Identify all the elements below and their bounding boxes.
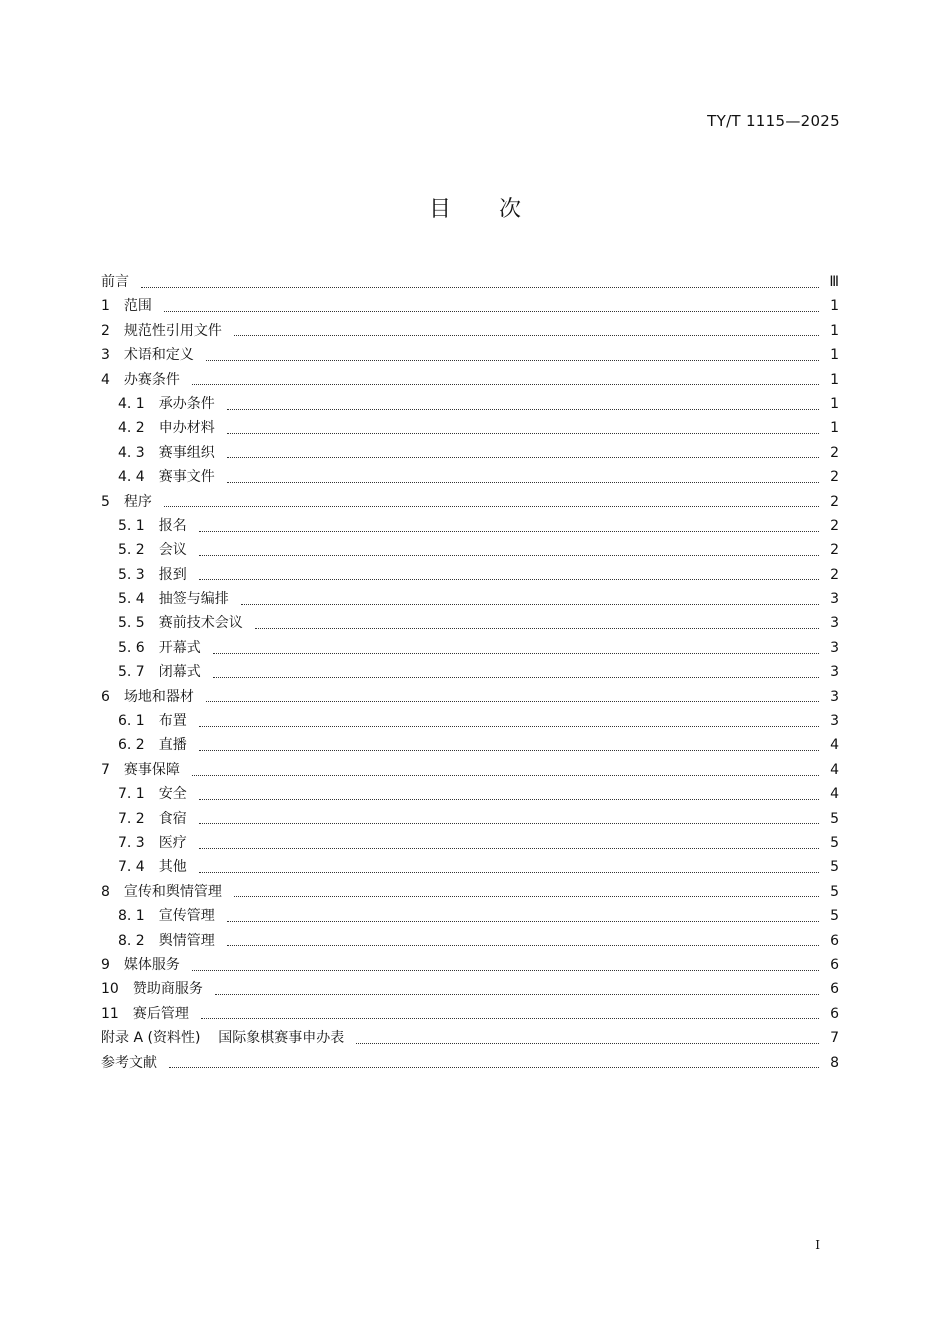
toc-entry-number: 6. 1 — [118, 713, 145, 730]
dot-leader — [234, 335, 819, 336]
toc-entry-page: 1 — [830, 322, 839, 339]
toc-entry-label: 参考文献 — [101, 1054, 157, 1071]
toc-entry[interactable] — [101, 416, 839, 440]
toc-entry-page: 6 — [830, 981, 839, 998]
toc-entry-page: 5 — [830, 908, 839, 925]
toc-entry[interactable] — [101, 514, 839, 538]
dot-leader — [234, 896, 819, 897]
toc-entry-label: 附录 A (资料性) 国际象棋赛事申办表 — [101, 1030, 345, 1047]
toc-entry[interactable] — [101, 441, 839, 465]
toc-entry[interactable] — [101, 368, 839, 392]
dot-leader — [206, 360, 819, 361]
toc-entry-page: 2 — [830, 542, 839, 559]
toc-entry-label: 闭幕式 — [158, 664, 201, 681]
toc-entry-number: 4. 1 — [118, 395, 145, 412]
toc-entry-label: 办赛条件 — [123, 371, 180, 388]
toc-entry-label: 会议 — [158, 542, 187, 559]
table-of-contents — [101, 270, 839, 1075]
toc-entry[interactable] — [101, 1026, 839, 1050]
dot-leader — [227, 921, 819, 922]
dot-leader — [199, 848, 819, 849]
toc-entry[interactable] — [101, 929, 839, 953]
toc-entry-label: 赛事组织 — [158, 444, 215, 461]
toc-entry-number: 5. 6 — [118, 639, 145, 656]
toc-entry-page: 1 — [830, 420, 839, 437]
toc-entry-page: 6 — [830, 932, 839, 949]
toc-entry-number: 8 — [101, 883, 110, 900]
toc-entry-page: 4 — [830, 786, 839, 803]
toc-entry[interactable] — [101, 538, 839, 562]
dot-leader — [192, 775, 819, 776]
dot-leader — [199, 799, 819, 800]
dot-leader — [227, 945, 819, 946]
toc-entry-label: 食宿 — [158, 810, 187, 827]
toc-entry-number: 3 — [101, 347, 110, 364]
toc-entry-label: 赛事保障 — [123, 761, 180, 778]
dot-leader — [192, 970, 819, 971]
toc-entry[interactable] — [101, 709, 839, 733]
dot-leader — [227, 457, 819, 458]
toc-entry-label: 布置 — [158, 713, 187, 730]
toc-entry-page: 4 — [830, 737, 839, 754]
toc-entry-page: 5 — [830, 810, 839, 827]
toc-entry-number: 7. 2 — [118, 810, 145, 827]
dot-leader — [206, 701, 819, 702]
toc-entry[interactable] — [101, 392, 839, 416]
toc-entry[interactable] — [101, 1002, 839, 1026]
toc-entry[interactable] — [101, 733, 839, 757]
toc-entry-page: 2 — [830, 566, 839, 583]
toc-entry-label: 前言 — [101, 274, 129, 290]
toc-entry[interactable] — [101, 343, 839, 367]
dot-leader — [199, 555, 819, 556]
dot-leader — [213, 653, 819, 654]
toc-entry-label: 宣传和舆情管理 — [123, 883, 222, 900]
toc-entry-page: 5 — [830, 883, 839, 900]
dot-leader — [227, 433, 819, 434]
dot-leader — [192, 384, 819, 385]
toc-entry[interactable] — [101, 758, 839, 782]
dot-leader — [241, 604, 819, 605]
dot-leader — [199, 726, 819, 727]
toc-entry-label: 程序 — [123, 493, 152, 510]
toc-entry-label: 赛后管理 — [132, 1005, 189, 1022]
toc-entry-page: 4 — [830, 761, 839, 778]
toc-entry-label: 抽签与编排 — [158, 591, 229, 608]
dot-leader — [199, 823, 819, 824]
toc-entry-number: 7. 3 — [118, 834, 145, 851]
toc-entry-number: 7. 4 — [118, 859, 145, 876]
dot-leader — [164, 506, 819, 507]
toc-entry-number: 5 — [101, 493, 110, 510]
toc-entry-number: 5. 7 — [118, 664, 145, 681]
dot-leader — [164, 311, 819, 312]
toc-entry-page: 6 — [830, 1005, 839, 1022]
toc-entry[interactable] — [101, 904, 839, 928]
toc-entry[interactable] — [101, 660, 839, 684]
dot-leader — [199, 872, 819, 873]
toc-entry-page: 7 — [830, 1030, 839, 1047]
toc-entry[interactable] — [101, 294, 839, 318]
dot-leader — [199, 579, 819, 580]
toc-entry-number: 6 — [101, 688, 110, 705]
toc-entry-number: 1 — [101, 298, 110, 315]
toc-entry-page: 1 — [830, 371, 839, 388]
standard-code: TY/T 1115—2025 — [707, 112, 840, 130]
toc-entry-label: 申办材料 — [158, 420, 215, 437]
toc-entry-number: 4 — [101, 371, 110, 388]
toc-entry-page: 1 — [830, 298, 839, 315]
dot-leader — [213, 677, 819, 678]
toc-entry-label: 术语和定义 — [123, 347, 194, 364]
toc-entry[interactable] — [101, 270, 839, 294]
toc-entry-number: 5. 1 — [118, 517, 145, 534]
toc-entry[interactable] — [101, 807, 839, 831]
toc-entry-label: 其他 — [158, 859, 187, 876]
toc-entry-number: 4. 3 — [118, 444, 145, 461]
toc-entry[interactable] — [101, 611, 839, 635]
toc-entry[interactable] — [101, 636, 839, 660]
toc-entry-page: 6 — [830, 956, 839, 973]
toc-entry-number: 8. 1 — [118, 908, 145, 925]
toc-entry-number: 10 — [101, 981, 119, 998]
toc-entry-page: 3 — [830, 615, 839, 632]
page-title: 目次 — [428, 197, 569, 222]
toc-entry-label: 范围 — [123, 298, 152, 315]
toc-entry-page: 3 — [830, 639, 839, 656]
toc-entry-page: 2 — [830, 493, 839, 510]
toc-entry[interactable] — [101, 319, 839, 343]
dot-leader — [227, 409, 819, 410]
toc-entry[interactable] — [101, 855, 839, 879]
toc-entry[interactable] — [101, 490, 839, 514]
toc-entry-page: Ⅲ — [829, 274, 839, 290]
toc-entry[interactable] — [101, 880, 839, 904]
toc-entry-number: 5. 3 — [118, 566, 145, 583]
toc-entry-label: 直播 — [158, 737, 187, 754]
page-number: I — [815, 1238, 820, 1252]
toc-entry-label: 报名 — [158, 517, 187, 534]
toc-entry-page: 3 — [830, 664, 839, 681]
toc-entry-page: 3 — [830, 713, 839, 730]
toc-entry[interactable] — [101, 587, 839, 611]
toc-entry-page: 8 — [830, 1054, 839, 1071]
toc-entry-label: 媒体服务 — [123, 956, 180, 973]
toc-entry-page: 1 — [830, 395, 839, 412]
toc-entry[interactable] — [101, 977, 839, 1001]
toc-entry-number: 9 — [101, 956, 110, 973]
toc-entry-number: 6. 2 — [118, 737, 145, 754]
toc-entry-number: 5. 2 — [118, 542, 145, 559]
toc-entry-label: 承办条件 — [158, 395, 215, 412]
toc-entry-page: 3 — [830, 591, 839, 608]
toc-entry-number: 2 — [101, 322, 110, 339]
toc-entry-page: 1 — [830, 347, 839, 364]
toc-entry-label: 报到 — [158, 566, 187, 583]
toc-entry[interactable] — [101, 953, 839, 977]
toc-entry[interactable] — [101, 685, 839, 709]
toc-entry[interactable] — [101, 563, 839, 587]
toc-entry-number: 7. 1 — [118, 786, 145, 803]
toc-entry-number: 5. 5 — [118, 615, 145, 632]
toc-entry-page: 2 — [830, 469, 839, 486]
toc-entry-number: 7 — [101, 761, 110, 778]
toc-entry-label: 赛事文件 — [158, 469, 215, 486]
dot-leader — [199, 750, 819, 751]
toc-entry[interactable] — [101, 831, 839, 855]
dot-leader — [255, 628, 819, 629]
toc-entry-number: 5. 4 — [118, 591, 145, 608]
dot-leader — [227, 482, 819, 483]
toc-entry-label: 宣传管理 — [158, 908, 215, 925]
toc-entry-number: 4. 2 — [118, 420, 145, 437]
toc-entry-label: 开幕式 — [158, 639, 201, 656]
dot-leader — [169, 1067, 819, 1068]
toc-entry[interactable] — [101, 1051, 839, 1075]
toc-entry-number: 8. 2 — [118, 932, 145, 949]
dot-leader — [215, 994, 819, 995]
toc-entry-label: 赞助商服务 — [132, 981, 203, 998]
toc-entry-number: 4. 4 — [118, 469, 145, 486]
toc-entry-label: 医疗 — [158, 834, 187, 851]
toc-entry-label: 舆情管理 — [158, 932, 215, 949]
toc-entry-page: 5 — [830, 834, 839, 851]
toc-entry-label: 赛前技术会议 — [158, 615, 243, 632]
toc-entry-label: 场地和器材 — [123, 688, 194, 705]
dot-leader — [201, 1018, 819, 1019]
toc-entry[interactable] — [101, 782, 839, 806]
toc-entry-page: 5 — [830, 859, 839, 876]
toc-entry-page: 2 — [830, 444, 839, 461]
toc-entry-label: 安全 — [158, 786, 187, 803]
toc-entry[interactable] — [101, 465, 839, 489]
dot-leader — [356, 1043, 819, 1044]
toc-entry-label: 规范性引用文件 — [123, 322, 222, 339]
toc-entry-number: 11 — [101, 1005, 119, 1022]
toc-entry-page: 2 — [830, 517, 839, 534]
dot-leader — [141, 287, 819, 288]
dot-leader — [199, 531, 819, 532]
toc-entry-page: 3 — [830, 688, 839, 705]
